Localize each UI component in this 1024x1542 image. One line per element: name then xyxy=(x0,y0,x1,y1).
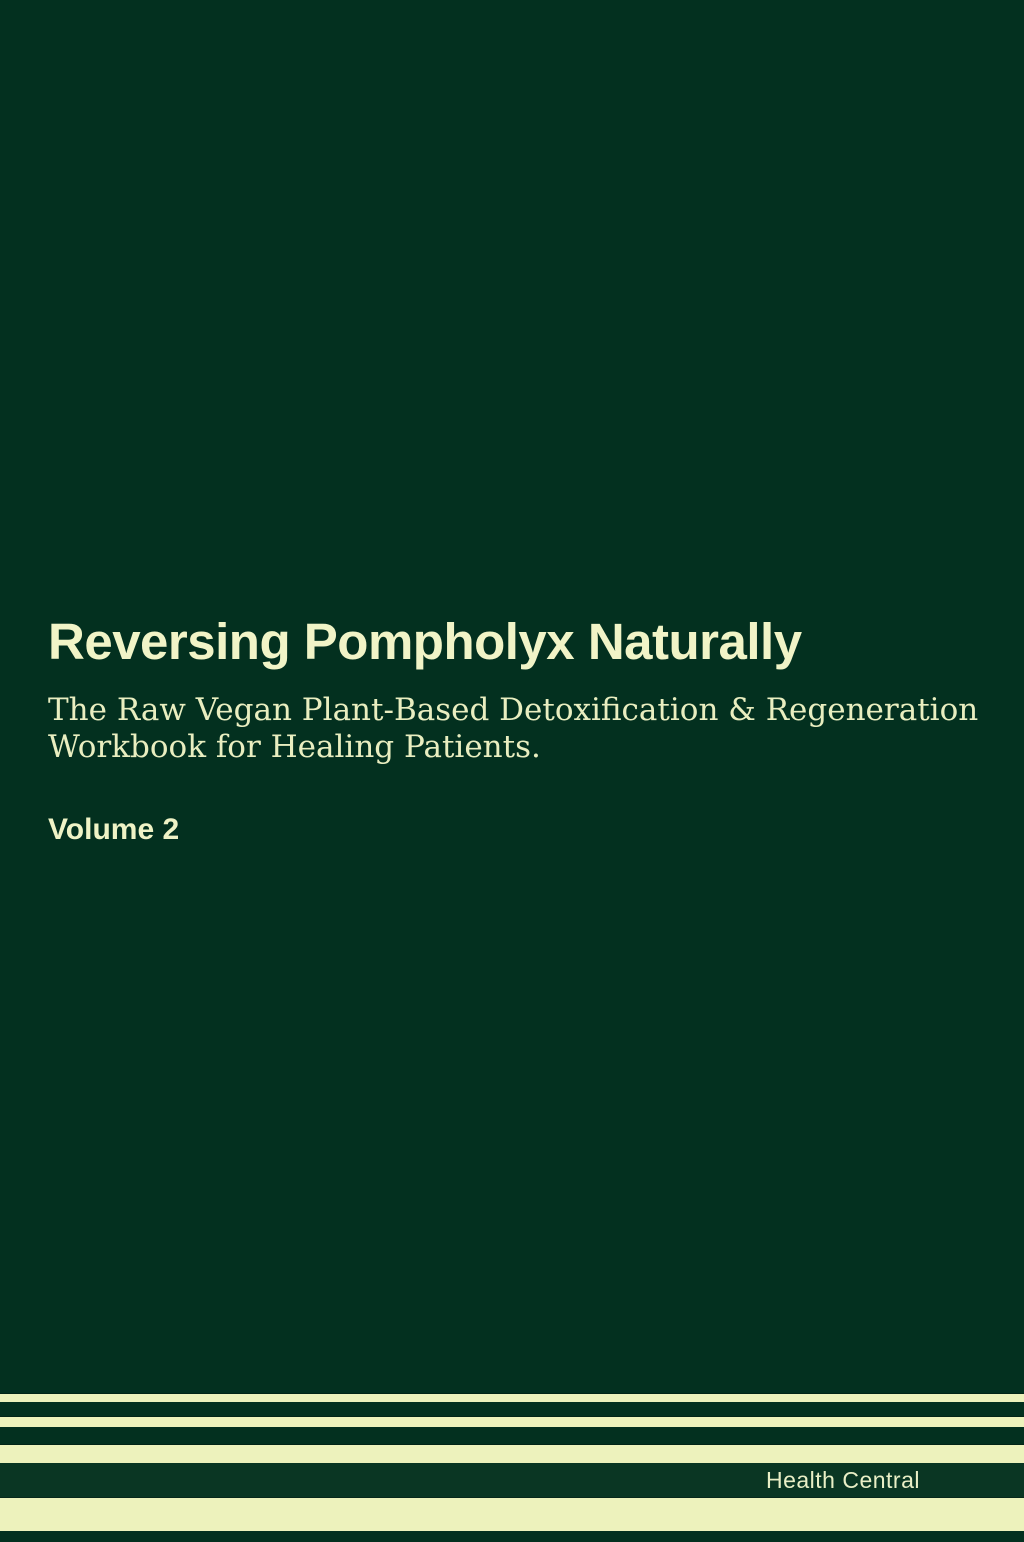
stripe-cream-thin-1 xyxy=(0,1394,1024,1402)
book-subtitle-line-1: The Raw Vegan Plant-Based Detoxification & Regeneration xyxy=(48,692,979,728)
title-block xyxy=(48,613,984,847)
footer-stripes xyxy=(0,1394,1024,1542)
stripe-cream-thin-2 xyxy=(0,1417,1024,1427)
publisher-band xyxy=(0,1463,1024,1498)
book-subtitle xyxy=(48,692,984,766)
stripe-gap-1 xyxy=(0,1402,1024,1417)
stripe-gap-2 xyxy=(0,1427,1024,1445)
stripe-bottom-edge xyxy=(0,1531,1024,1542)
book-title: Reversing Pompholyx Naturally xyxy=(48,613,802,670)
book-subtitle-line-2: Workbook for Healing Patients. xyxy=(48,729,541,765)
publisher-name: Health Central xyxy=(765,1467,920,1493)
volume-label: Volume 2 xyxy=(48,813,180,846)
stripe-cream-wide xyxy=(0,1498,1024,1531)
stripe-cream-mid xyxy=(0,1445,1024,1463)
